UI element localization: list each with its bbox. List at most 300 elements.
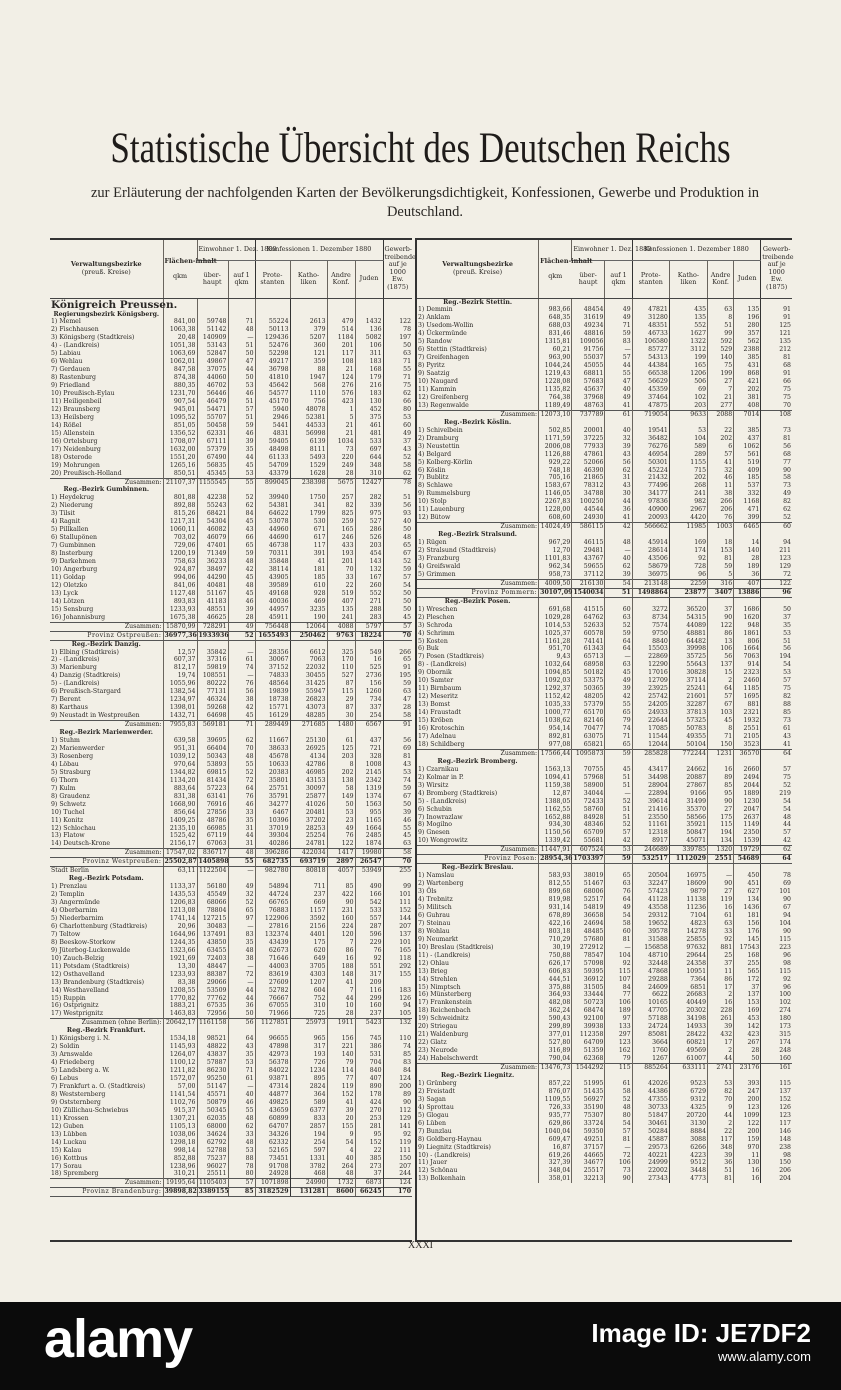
cell-tradesmen-per-1000: 101 (383, 891, 412, 899)
cell-area: 1265,16 (163, 462, 197, 470)
row-label: 4) Belgard (418, 450, 452, 458)
cell-tradesmen-per-1000: 64 (761, 855, 792, 864)
cell-area: 1040,04 (539, 1128, 572, 1136)
cell-jews: 549 (355, 649, 383, 657)
cell-density: 52 (228, 899, 255, 907)
row-label: Reg.-Bezirk Köslin. (444, 418, 512, 426)
cell-population: 98521 (197, 1035, 228, 1043)
cell-other-confessions: 203 (327, 753, 355, 761)
table-row (50, 785, 412, 793)
cell-density: 42 (605, 523, 632, 531)
cell-population: 59395 (572, 968, 605, 976)
cell-jews: 471 (734, 506, 761, 514)
table-row (50, 737, 412, 745)
row-label: 13) Lübben (51, 1130, 87, 1138)
cell-population: 72433 (572, 798, 605, 806)
cell-catholics (290, 640, 327, 648)
row-label: 9) Schwetz (51, 800, 86, 808)
table-header (417, 240, 792, 298)
row-label: 10) - (Landkreis) (418, 1151, 471, 1159)
cell-population: 52847 (197, 350, 228, 358)
cell-population: 51995 (572, 1080, 605, 1088)
table-row (50, 793, 412, 801)
cell-other-confessions: 228 (708, 1007, 734, 1015)
cell-other-confessions: 70 (708, 1096, 734, 1104)
cell-tradesmen-per-1000: 123 (761, 555, 792, 563)
cell-tradesmen-per-1000: 47 (383, 696, 412, 704)
cell-catholics: 26823 (290, 696, 327, 704)
cell-population: 36233 (197, 558, 228, 566)
cell-density: 61 (228, 1075, 255, 1083)
cell-other-confessions: 77 (327, 1075, 355, 1083)
cell-other-confessions: 122 (327, 840, 355, 848)
table-row (50, 704, 412, 712)
cell-tradesmen-per-1000: 212 (761, 346, 792, 354)
cell-protestants: 899045 (255, 478, 290, 486)
cell-tradesmen-per-1000: 132 (383, 1019, 412, 1027)
cell-protestants: 45224 (632, 467, 669, 475)
cell-density: 46 (228, 1099, 255, 1107)
cell-other-confessions: 21 (327, 366, 355, 374)
cell-tradesmen-per-1000: 45 (383, 832, 412, 840)
cell-catholics: 241 (669, 490, 707, 498)
cell-catholics: 2967 (669, 506, 707, 514)
cell-other-confessions: 16 (708, 904, 734, 912)
cell-area: 1101,83 (539, 555, 572, 563)
cell-other-confessions: 261 (708, 1015, 734, 1023)
cell-protestants: 43439 (255, 939, 290, 947)
row-label: 1) Stuhm (51, 737, 80, 745)
cell-other-confessions: 8 (708, 314, 734, 322)
cell-jews: 450 (734, 872, 761, 880)
cell-density: 53 (228, 382, 255, 390)
cell-density: 84 (228, 510, 255, 518)
col-other-header: Andre Konf. (708, 260, 734, 298)
row-label: 10) Wongrowitz (418, 837, 468, 845)
cell-protestants: 24609 (632, 984, 669, 992)
cell-other-confessions: 90 (708, 798, 734, 806)
cell-population: 55037 (572, 354, 605, 362)
cell-protestants: 60899 (255, 1115, 290, 1123)
cell-protestants: 52298 (255, 350, 290, 358)
cell-catholics: 468 (290, 1170, 327, 1178)
cell-tradesmen-per-1000: 57 (383, 574, 412, 582)
cell-other-confessions: 79 (327, 1059, 355, 1067)
cell-catholics: 339785 (669, 846, 707, 855)
col-density-header: auf 1 qkm (228, 260, 255, 298)
cell-catholics: 2259 (669, 579, 707, 588)
cell-catholics: 48078 (290, 406, 327, 414)
cell-jews: 1539 (734, 837, 761, 845)
cell-protestants: 3664 (632, 1039, 669, 1047)
cell-jews: 881 (734, 701, 761, 709)
cell-area: 812,17 (163, 664, 197, 672)
cell-catholics (290, 311, 327, 319)
cell-catholics (669, 758, 707, 766)
cell-tradesmen-per-1000: 61 (761, 725, 792, 733)
cell-tradesmen-per-1000: 49 (761, 490, 792, 498)
table-row (50, 446, 412, 454)
table-row (50, 510, 412, 518)
cell-protestants: 9750 (632, 630, 669, 638)
cell-jews: 66245 (355, 1188, 383, 1197)
cell-area: 9,43 (539, 653, 572, 661)
cell-population: 1405898 (198, 858, 229, 866)
cell-protestants: 532517 (632, 855, 669, 864)
cell-other-confessions: 231 (327, 907, 355, 915)
cell-tradesmen-per-1000 (383, 311, 412, 319)
table-row (50, 326, 412, 334)
cell-jews: 1436 (734, 904, 761, 912)
cell-area: 1141,54 (163, 1091, 197, 1099)
cell-population: 62368 (572, 1055, 605, 1063)
cell-density: 51 (228, 414, 255, 422)
cell-area: 377,01 (539, 1031, 572, 1039)
cell-other-confessions: 23 (327, 817, 355, 825)
cell-jews: 399 (734, 514, 761, 522)
row-label: 2) Wartenberg (418, 880, 464, 888)
cell-catholics: 7364 (669, 976, 707, 984)
cell-other-confessions: 4057 (327, 867, 355, 875)
cell-other-confessions: 1417 (327, 849, 355, 858)
cell-area: 648,35 (539, 314, 572, 322)
cell-other-confessions: 44 (708, 1055, 734, 1063)
cell-protestants: 45170 (255, 398, 290, 406)
cell-jews: 2323 (734, 669, 761, 677)
table-row (417, 709, 792, 717)
row-label: 17) Sorau (51, 1162, 82, 1170)
row-label: Zusammen: (417, 523, 539, 531)
cell-tradesmen-per-1000: 137 (761, 1088, 792, 1096)
cell-tradesmen-per-1000: 40 (383, 518, 412, 526)
cell-jews: 2350 (734, 829, 761, 837)
cell-tradesmen-per-1000: 78 (383, 326, 412, 334)
cell-protestants: 66765 (255, 899, 290, 907)
cell-area: 1675,38 (163, 614, 197, 622)
page-number: XXXI (408, 1240, 433, 1251)
cell-protestants: 50113 (255, 326, 290, 334)
cell-density: 63 (605, 880, 632, 888)
cell-population: 59268 (197, 704, 228, 712)
cell-density: 81 (605, 1136, 632, 1144)
row-label: 19) Schweidnitz (418, 1015, 469, 1023)
row-label: 11) Konitz (51, 816, 84, 824)
cell-area: 1039,12 (163, 753, 197, 761)
row-label: 15) Allenstein (51, 429, 95, 437)
cell-density: 49 (228, 622, 255, 631)
table-row (417, 378, 792, 386)
cell-other-confessions (327, 875, 355, 883)
cell-protestants: 45678 (255, 753, 290, 761)
cell-catholics: 50783 (669, 725, 707, 733)
table-row (50, 891, 412, 899)
row-label: 2) Fischhausen (51, 326, 99, 334)
cell-tradesmen-per-1000: 129 (383, 1115, 412, 1123)
cell-protestants: 5441 (255, 422, 290, 430)
cell-population: 59350 (572, 1128, 605, 1136)
cell-population: 68000 (197, 1123, 228, 1131)
cell-catholics: 1331 (290, 1155, 327, 1163)
cell-density: 39 (228, 606, 255, 614)
cell-other-confessions: 2551 (708, 855, 734, 864)
cell-protestants: 21416 (632, 806, 669, 814)
cell-area: 1095,52 (163, 414, 197, 422)
cell-other-confessions: 175 (708, 814, 734, 822)
row-label: 1) Prenzlau (51, 883, 87, 891)
cell-density: 54 (605, 912, 632, 920)
table-row (50, 761, 412, 769)
cell-other-confessions: 138 (327, 777, 355, 785)
cell-density: 38 (228, 955, 255, 963)
table-row (417, 490, 792, 498)
cell-tradesmen-per-1000: 105 (383, 1010, 412, 1018)
cell-catholics: 23877 (669, 588, 707, 597)
cell-density: 53 (605, 846, 632, 855)
table-row (50, 1131, 412, 1139)
cell-density: 64 (605, 896, 632, 904)
cell-jews: 116 (355, 987, 383, 995)
cell-catholics: 6729 (669, 1088, 707, 1096)
row-label: Regierungsbezirk Königsberg. (53, 310, 160, 318)
cell-jews: 152 (355, 1139, 383, 1147)
cell-tradesmen-per-1000 (761, 419, 792, 427)
cell-population: 39938 (572, 1023, 605, 1031)
cell-jews: 531 (355, 1051, 383, 1059)
cell-protestants: 39940 (255, 494, 290, 502)
cell-other-confessions: 86 (327, 947, 355, 955)
cell-population: 63141 (197, 793, 228, 801)
cell-protestants: 84022 (255, 1067, 290, 1075)
district-heading (417, 419, 792, 427)
table-row (50, 318, 412, 326)
cell-protestants: 54709 (255, 462, 290, 470)
cell-tradesmen-per-1000: 70 (761, 402, 792, 410)
cell-density: 59 (228, 422, 255, 430)
cell-catholics: 3592 (290, 915, 327, 923)
cell-tradesmen-per-1000: 90 (761, 896, 792, 904)
cell-protestants: 4831 (255, 430, 290, 438)
row-label: 10) Preußisch-Eylau (51, 390, 115, 398)
cell-protestants: 47821 (632, 306, 669, 314)
cell-catholics: 469 (290, 598, 327, 606)
cell-density: — (228, 649, 255, 657)
cell-area: 1231,70 (163, 390, 197, 398)
table-row (417, 782, 792, 790)
cell-jews: 17543 (734, 944, 761, 952)
cell-catholics: 14278 (669, 928, 707, 936)
cell-protestants: 2946 (255, 414, 290, 422)
cell-other-confessions: 25 (708, 952, 734, 960)
row-label: 8) Insterburg (51, 550, 93, 558)
cell-density: 42 (228, 566, 255, 574)
cell-density: 31 (228, 840, 255, 848)
cell-other-confessions: 4 (327, 1147, 355, 1155)
table-row (417, 394, 792, 402)
cell-population: 59655 (572, 563, 605, 571)
cell-other-confessions: 45 (708, 717, 734, 725)
cell-catholics: 435 (669, 306, 707, 314)
cell-area: 2135,10 (163, 825, 197, 833)
row-label: 4) Bromberg (Stadtkreis) (418, 789, 498, 797)
row-label: 5) Kolberg-Körlin (418, 458, 473, 466)
table-row (417, 1055, 792, 1063)
cell-catholics: 45071 (669, 837, 707, 845)
row-label: Provinz Ostpreußen: (50, 631, 163, 640)
cell-population: 47401 (197, 542, 228, 550)
cell-catholics: 16975 (669, 872, 707, 880)
cell-protestants: 77496 (632, 482, 669, 490)
cell-tradesmen-per-1000: 68 (761, 362, 792, 370)
cell-population: 60578 (572, 630, 605, 638)
table-row (50, 518, 412, 526)
cell-catholics: 9523 (669, 1080, 707, 1088)
row-label: 9) Oststernberg (51, 1098, 101, 1106)
table-row (50, 374, 412, 382)
cell-area: 915,37 (163, 1107, 197, 1115)
table-row (417, 435, 792, 443)
cell-area: 39898,82 (164, 1188, 197, 1196)
row-label: 14) Fraustadt (418, 709, 461, 717)
cell-other-confessions: 5675 (327, 478, 355, 486)
cell-protestants: 17016 (632, 669, 669, 677)
cell-area: 929,22 (539, 459, 572, 467)
cell-catholics: 271685 (290, 721, 327, 729)
table-row (417, 920, 792, 928)
table-row (417, 427, 792, 435)
table-row (50, 899, 412, 907)
cell-catholics (669, 298, 707, 306)
cell-tradesmen-per-1000: 91 (383, 721, 412, 729)
cell-protestants: 48710 (632, 952, 669, 960)
cell-population: 65170 (572, 709, 605, 717)
cell-area: 1583,67 (539, 482, 572, 490)
cell-area: 1213,08 (163, 907, 197, 915)
cell-jews: 970 (734, 1144, 761, 1152)
cell-tradesmen-per-1000: 152 (761, 1096, 792, 1104)
cell-population: 52788 (197, 1147, 228, 1155)
cell-tradesmen-per-1000: 43 (761, 733, 792, 741)
cell-catholics: 3235 (290, 606, 327, 614)
cell-density: 38 (228, 696, 255, 704)
row-label: Stadt Berlin (51, 867, 89, 875)
cell-population: 55707 (197, 414, 228, 422)
cell-other-confessions: 21 (327, 422, 355, 430)
table-row (417, 563, 792, 571)
cell-other-confessions: 170 (327, 656, 355, 664)
cell-tradesmen-per-1000 (383, 298, 412, 311)
cell-density: 46 (228, 801, 255, 809)
cell-catholics: 21601 (669, 693, 707, 701)
cell-density: 61 (605, 1080, 632, 1088)
cell-jews: 140 (734, 547, 761, 555)
cell-jews: 200 (734, 1096, 761, 1104)
row-label: 9) Friedland (51, 382, 90, 390)
cell-other-confessions (327, 486, 355, 494)
cell-jews: 53949 (355, 867, 383, 875)
cell-population: 140909 (197, 334, 228, 342)
cell-tradesmen-per-1000: 54 (383, 582, 412, 590)
cell-other-confessions: 108 (327, 358, 355, 366)
cell-catholics: 756 (290, 398, 327, 406)
cell-density: 49 (605, 904, 632, 912)
cell-catholics: 3448 (669, 1167, 707, 1175)
cell-tradesmen-per-1000: 161 (761, 1064, 792, 1072)
cell-catholics (669, 1072, 707, 1080)
cell-protestants: 15771 (255, 704, 290, 712)
cell-catholics: 391 (290, 550, 327, 558)
cell-other-confessions: 2 (708, 991, 734, 999)
cell-tradesmen-per-1000: 59 (383, 785, 412, 793)
cell-tradesmen-per-1000: 53 (383, 414, 412, 422)
cell-protestants: 36975 (632, 571, 669, 579)
cell-jews: 153 (734, 999, 761, 1007)
cell-area: 764,38 (539, 394, 572, 402)
cell-other-confessions: 2088 (708, 410, 734, 418)
cell-protestants: 16129 (255, 712, 290, 720)
row-label: 2) Niederung (51, 502, 93, 510)
cell-population: 77131 (197, 688, 228, 696)
cell-protestants: 64707 (255, 1123, 290, 1131)
cell-other-confessions: 527 (327, 672, 355, 680)
cell-protestants: 18738 (255, 696, 290, 704)
cell-tradesmen-per-1000: 207 (383, 1163, 412, 1171)
cell-tradesmen-per-1000: 62 (761, 506, 792, 514)
cell-catholics: 80818 (290, 867, 327, 875)
cell-protestants: 29288 (632, 976, 669, 984)
cell-other-confessions: 17 (708, 984, 734, 992)
cell-area: 1632,00 (163, 446, 197, 454)
col-density-header: auf 1 qkm (605, 260, 632, 298)
cell-population: 57680 (572, 936, 605, 944)
cell-other-confessions: 61 (708, 912, 734, 920)
cell-population: 49234 (572, 322, 605, 330)
cell-other-confessions: 4088 (327, 622, 355, 631)
cell-density: 46 (228, 598, 255, 606)
cell-protestants: 39578 (632, 928, 669, 936)
cell-jews: 36570 (734, 749, 761, 757)
table-row (50, 963, 412, 971)
cell-density: 44 (605, 362, 632, 370)
cell-area: 1563,13 (539, 766, 572, 774)
cell-tradesmen-per-1000: 244 (383, 1170, 412, 1178)
cell-other-confessions: 13 (708, 638, 734, 646)
cell-jews: 806 (734, 638, 761, 646)
cell-other-confessions: 257 (327, 494, 355, 502)
cell-tradesmen-per-1000: 43 (383, 761, 412, 769)
cell-other-confessions: 825 (327, 510, 355, 518)
cell-population: 50365 (572, 685, 605, 693)
kingdom-heading (50, 298, 412, 311)
cell-catholics: 552 (669, 322, 707, 330)
cell-density: 65 (605, 741, 632, 749)
col-conf-group-header: Konfessionen 1. Dezember 1880 (255, 240, 383, 260)
cell-jews: 36 (734, 571, 761, 579)
cell-catholics: 2613 (290, 318, 327, 326)
cell-tradesmen-per-1000: 52 (761, 514, 792, 522)
cell-density: 71 (605, 322, 632, 330)
cell-protestants: 67055 (255, 1002, 290, 1010)
cell-density: 49 (228, 883, 255, 891)
table-row (50, 664, 412, 672)
row-label: 15) Nimptsch (418, 983, 461, 991)
cell-jews: 1664 (734, 645, 761, 653)
cell-jews: 423 (734, 1031, 761, 1039)
cell-protestants: 30733 (632, 1104, 669, 1112)
cell-density: — (228, 979, 255, 987)
cell-density: 63 (605, 614, 632, 622)
cell-other-confessions: 89 (708, 774, 734, 782)
cell-other-confessions: 71 (708, 733, 734, 741)
